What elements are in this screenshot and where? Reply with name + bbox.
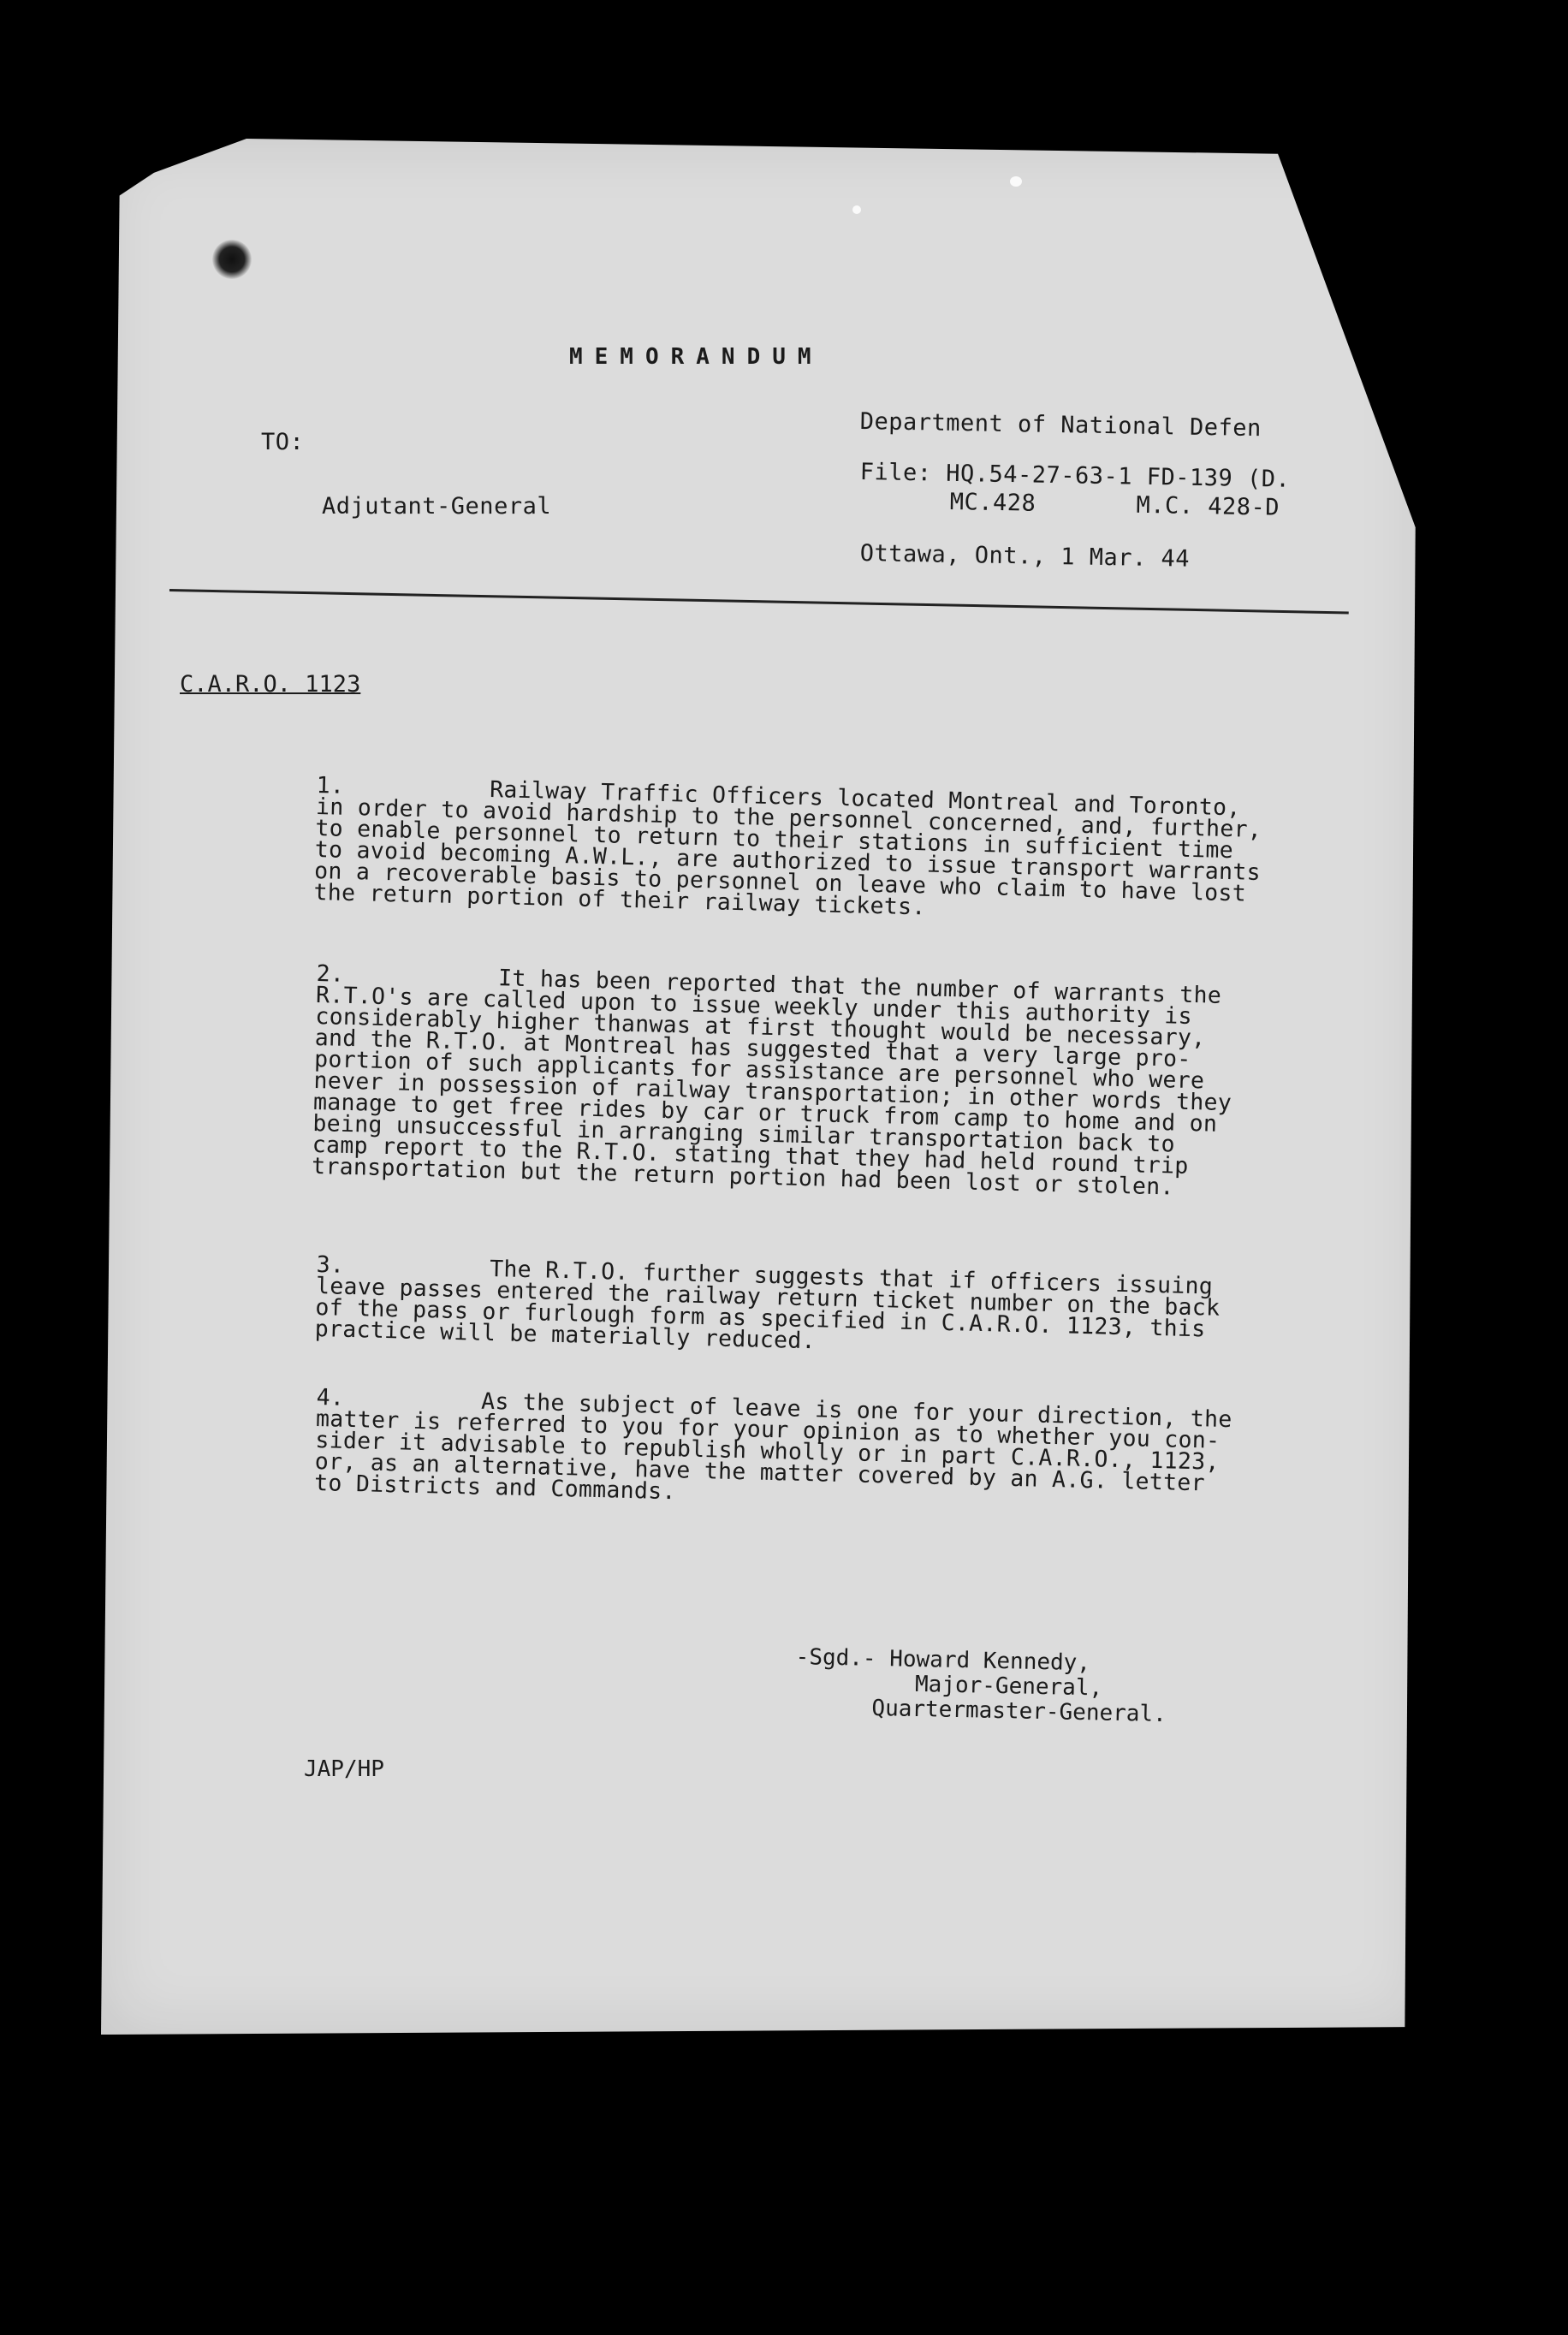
- file-number: File: HQ.54-27-63-1 FD-139 (D.: [859, 459, 1291, 493]
- paper-speck: [1010, 176, 1022, 187]
- ink-smudge: [212, 240, 252, 279]
- paragraph-text: It has been reported that the number of warrants the R.T.O's are called upon to issue weekly under this authority is considerably higher thanwas at first thought would be necessary, and the R.T.O. at Montreal has suggested that a very large pro- portion of such applicants for assistance are personnel who were never in possession of railway transportation; in other words they manage to get free rides by car or truck from camp to home and on being unsuccessful in arranging similar transportation back to camp report to the R.T.O. stating that they had held round trip transportation but the return portion had been lost or stolen.: [311, 965, 1232, 1201]
- paragraph-number: 2.: [316, 960, 345, 988]
- paragraph-text: The R.T.O. further suggests that if officers issuing leave passes entered the railway return ticket number on the back of the pass or furlough form as specified in C.A.R.O. 1123, this practice will be materially reduced.: [314, 1255, 1221, 1355]
- file-number-secondary: MC.428 M.C. 428-D: [949, 489, 1280, 521]
- memo-title: MEMORANDUM: [569, 344, 823, 370]
- department-name: Department of National Defen: [859, 408, 1262, 443]
- reference-heading: C.A.R.O. 1123: [180, 671, 361, 698]
- signature-title: Quartermaster-General.: [871, 1695, 1167, 1728]
- paragraph-number: 3.: [316, 1251, 345, 1279]
- signature-rank: Major-General,: [914, 1671, 1103, 1702]
- paragraph-number: 4.: [316, 1384, 345, 1411]
- paragraph-number: 1.: [316, 772, 345, 799]
- paragraph-4: [313, 1384, 1348, 1518]
- to-recipient: Adjutant-General: [322, 493, 552, 520]
- paragraph-text: Railway Traffic Officers located Montreal and Toronto, in order to avoid hardship to the personnel concerned, and, further, to enable personnel to return to their stations in sufficient time to avoid becoming A.W.L., are authorized to issue transport warrants on a recoverable basis to personnel on leave who claim to have lost the return portion of their railway tickets.: [313, 775, 1262, 921]
- paragraph-1: [313, 772, 1347, 928]
- to-label: TO:: [261, 429, 305, 455]
- paragraph-2: [311, 960, 1348, 1202]
- signature-name: -Sgd.- Howard Kennedy,: [795, 1644, 1091, 1677]
- paper-speck: [852, 205, 861, 214]
- place-date: Ottawa, Ont., 1 Mar. 44: [859, 540, 1191, 573]
- signature-block: [794, 1645, 1167, 1727]
- paragraph-text: As the subject of leave is one for your direction, the matter is referred to you for your opinion as to whether you con- sider it advisable to republish wholly or in part C.A.R.O., 1123, or, as an alternative, have the matter covered by an A.G. letter to Districts and Commands.: [313, 1387, 1233, 1506]
- typist-initials: JAP/HP: [304, 1756, 384, 1782]
